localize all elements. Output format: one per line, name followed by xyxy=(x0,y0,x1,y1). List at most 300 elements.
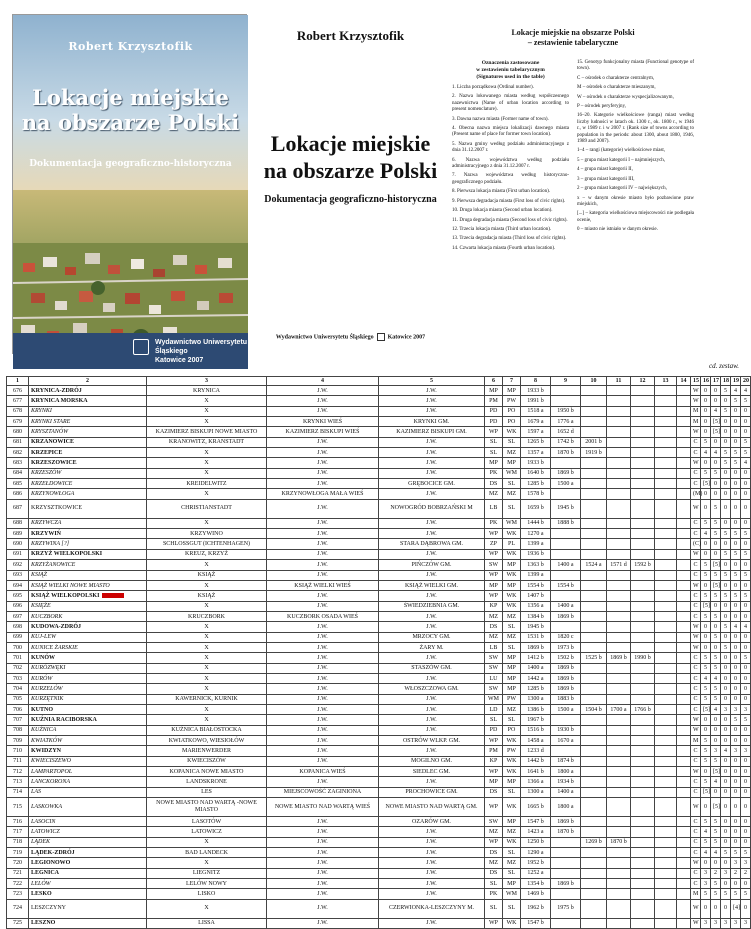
historical-region-text: SL xyxy=(507,789,515,796)
historical-region xyxy=(503,601,521,611)
present-name xyxy=(267,756,379,766)
degradation-3 xyxy=(655,899,677,918)
row-number xyxy=(7,653,29,663)
rank-1300 xyxy=(701,580,711,590)
location-3 xyxy=(631,736,655,746)
rank-1800-text: 5 xyxy=(714,572,717,579)
former-name-text: KREUZ, KRZYŻ xyxy=(185,551,228,558)
former-name-text: X xyxy=(204,398,209,405)
rank-2007-text: 0 xyxy=(744,685,747,692)
present-name-text: J.W. xyxy=(317,387,328,394)
rank-1946-text: 0 xyxy=(724,758,727,765)
legend-item: 5 – grupa miast kategorii I – najmniejszych, xyxy=(577,157,666,163)
location-1-text: 1300 a xyxy=(527,696,544,703)
rank-2007-text: 5 xyxy=(744,891,747,898)
degradation-1 xyxy=(551,560,581,570)
town-name-text: KWIDZYN xyxy=(31,748,62,755)
location-1 xyxy=(521,458,551,468)
rank-2007-text: 3 xyxy=(744,920,747,927)
historical-region xyxy=(503,611,521,621)
row-number-text: 723 xyxy=(13,891,22,898)
present-name xyxy=(267,684,379,694)
town-name xyxy=(29,468,147,478)
town-name-text: LASKOWKA xyxy=(31,803,63,810)
rank-1989 xyxy=(731,601,741,611)
rank-1300 xyxy=(701,622,711,632)
gmina-name xyxy=(379,777,485,787)
rank-2007 xyxy=(741,386,751,396)
rank-1300-text: 5 xyxy=(704,758,707,765)
historical-region xyxy=(503,539,521,549)
rank-1800 xyxy=(711,518,721,528)
voivodeship-text: MZ xyxy=(489,491,498,498)
location-1 xyxy=(521,406,551,416)
rank-1800-text: 5 xyxy=(714,758,717,765)
rank-1989 xyxy=(731,798,741,817)
rank-1800 xyxy=(711,899,721,918)
rank-1300 xyxy=(701,386,711,396)
present-name xyxy=(267,694,379,704)
genotype xyxy=(691,899,701,918)
historical-region-text: WK xyxy=(506,803,517,810)
location-2-text: 1524 a xyxy=(585,561,602,568)
row-number-text: 678 xyxy=(13,408,22,415)
location-3 xyxy=(631,529,655,539)
rank-1800 xyxy=(711,837,721,847)
rank-1300-text: 5 xyxy=(704,572,707,579)
location-1 xyxy=(521,746,551,756)
voivodeship xyxy=(485,580,503,590)
degradation-1 xyxy=(551,837,581,847)
degradation-2 xyxy=(607,746,631,756)
location-4 xyxy=(677,580,691,590)
genotype-text: W xyxy=(693,803,699,810)
voivodeship xyxy=(485,848,503,858)
location-4 xyxy=(677,684,691,694)
gmina-name-text: SIEDLEC GM. xyxy=(412,768,451,775)
location-4 xyxy=(677,736,691,746)
rank-1300 xyxy=(701,529,711,539)
degradation-1-text: 1670 a xyxy=(557,737,574,744)
table-row xyxy=(7,653,751,663)
present-name xyxy=(267,386,379,396)
present-name-text: J.W. xyxy=(317,644,328,651)
locations-table xyxy=(6,376,751,929)
location-1 xyxy=(521,868,551,878)
former-name-text: KWIATKOWO, WIESIOŁÓW xyxy=(168,737,245,744)
rank-1946-text: 0 xyxy=(724,905,727,912)
location-4 xyxy=(677,518,691,528)
genotype xyxy=(691,879,701,889)
degradation-3 xyxy=(655,632,677,642)
column-header: 3 xyxy=(147,377,267,386)
rank-2007 xyxy=(741,539,751,549)
gmina-name-text: J.W. xyxy=(426,449,437,456)
degradation-1 xyxy=(551,746,581,756)
rank-1800-text: 4 xyxy=(714,779,717,786)
location-4 xyxy=(677,560,691,570)
row-number xyxy=(7,560,29,570)
location-1 xyxy=(521,827,551,837)
rank-2007 xyxy=(741,560,751,570)
rank-1946-text: 0 xyxy=(724,829,727,836)
voivodeship xyxy=(485,827,503,837)
location-1 xyxy=(521,725,551,735)
location-2 xyxy=(581,746,607,756)
gmina-name-text: J.W. xyxy=(426,654,437,661)
row-number-text: 711 xyxy=(13,758,22,765)
legend-item: [...] – kategoria wielkościowa miejscowości nie podlegała ocenie, xyxy=(577,211,694,223)
location-1-text: 1679 a xyxy=(527,418,544,425)
rank-1300-text: 0 xyxy=(704,803,707,810)
rank-1300-text: 5 xyxy=(704,839,707,846)
voivodeship xyxy=(485,570,503,580)
genotype-text: C xyxy=(693,520,698,527)
rank-1989-text: 0 xyxy=(734,634,737,641)
gmina-name xyxy=(379,529,485,539)
degradation-1-text: 1652 d xyxy=(557,429,574,436)
rank-1800 xyxy=(711,715,721,725)
gmina-name xyxy=(379,879,485,889)
town-name-text: LAS xyxy=(31,789,42,796)
former-name xyxy=(147,601,267,611)
genotype xyxy=(691,817,701,827)
location-1-text: 1407 b xyxy=(527,592,544,599)
rank-1300-text: 5 xyxy=(704,613,707,620)
genotype xyxy=(691,580,701,590)
genotype xyxy=(691,549,701,559)
rank-1946-text: 0 xyxy=(724,737,727,744)
historical-region xyxy=(503,529,521,539)
rank-2007-text: 0 xyxy=(744,905,747,912)
former-name xyxy=(147,437,267,447)
cover-subtitle: Dokumentacja geograficzno-historyczna xyxy=(29,159,232,169)
location-1 xyxy=(521,396,551,406)
rank-1800 xyxy=(711,642,721,652)
former-name-text: KRYNICA xyxy=(192,387,220,394)
row-number xyxy=(7,611,29,621)
degradation-2 xyxy=(607,560,631,570)
present-name-text: J.W. xyxy=(317,505,328,512)
rank-1300-text: [5] xyxy=(703,789,710,796)
rank-2007 xyxy=(741,827,751,837)
table-row xyxy=(7,642,751,652)
rank-1946 xyxy=(721,570,731,580)
degradation-1 xyxy=(551,437,581,447)
voivodeship xyxy=(485,518,503,528)
rank-1989 xyxy=(731,787,741,797)
location-1-text: 1270 a xyxy=(527,530,544,537)
location-1-text: 1516 b xyxy=(527,727,544,734)
town-name xyxy=(29,499,147,518)
table-row xyxy=(7,848,751,858)
town-name-text: KWIATKÓW xyxy=(31,737,63,744)
location-2 xyxy=(581,611,607,621)
gmina-name xyxy=(379,417,485,427)
location-2 xyxy=(581,848,607,858)
degradation-1 xyxy=(551,663,581,673)
title-author: Robert Krzysztofik xyxy=(296,28,405,43)
former-name xyxy=(147,725,267,735)
rank-1800-text: 5 xyxy=(714,634,717,641)
rank-1800-text: 4 xyxy=(714,706,717,713)
present-name-text: KOPANICA WIEŚ xyxy=(299,768,346,775)
row-number xyxy=(7,684,29,694)
rank-2007-text: 0 xyxy=(744,789,747,796)
location-4 xyxy=(677,715,691,725)
legend-item: 6. Nazwa województwa według podziału administracyjnego z dnia 31.12.2007 r. xyxy=(452,157,569,170)
rank-1989 xyxy=(731,899,741,918)
voivodeship xyxy=(485,479,503,489)
rank-1946 xyxy=(721,479,731,489)
column-header: 18 xyxy=(721,377,731,386)
rank-1989-text: 5 xyxy=(734,716,737,723)
town-name-text: LĄDEK xyxy=(31,839,51,846)
location-1 xyxy=(521,642,551,652)
town-name xyxy=(29,704,147,714)
degradation-3 xyxy=(655,653,677,663)
degradation-2 xyxy=(607,756,631,766)
former-name xyxy=(147,642,267,652)
row-number-text: 682 xyxy=(13,449,22,456)
historical-region-text: MZ xyxy=(507,449,516,456)
voivodeship xyxy=(485,756,503,766)
rank-1300 xyxy=(701,879,711,889)
present-name-text: J.W. xyxy=(317,675,328,682)
rank-1946 xyxy=(721,673,731,683)
town-name-text: KUTNO xyxy=(31,706,54,713)
voivodeship-text: PK xyxy=(489,470,498,477)
rank-1800 xyxy=(711,406,721,416)
location-2-text: 1504 b xyxy=(585,706,602,713)
location-1-text: 1531 b xyxy=(527,634,544,641)
rank-1800-text: [5] xyxy=(713,429,720,436)
rank-1300 xyxy=(701,427,711,437)
rank-1989-text: 0 xyxy=(734,470,737,477)
historical-region xyxy=(503,499,521,518)
row-number-text: 708 xyxy=(13,727,22,734)
location-1-text: 1363 b xyxy=(527,561,544,568)
rank-1800 xyxy=(711,437,721,447)
town-name xyxy=(29,715,147,725)
location-1 xyxy=(521,580,551,590)
degradation-2 xyxy=(607,642,631,652)
rank-2007 xyxy=(741,437,751,447)
former-name xyxy=(147,448,267,458)
degradation-1-text: 1870 b xyxy=(557,829,574,836)
location-4 xyxy=(677,611,691,621)
degradation-1 xyxy=(551,549,581,559)
present-name-text: J.W. xyxy=(317,634,328,641)
location-3 xyxy=(631,777,655,787)
town-name-text: KRZYŻ WIELKOPOLSKI xyxy=(31,551,103,558)
degradation-3 xyxy=(655,756,677,766)
location-1-text: 1233 d xyxy=(527,748,544,755)
historical-region-text: SL xyxy=(507,870,515,877)
rank-2007 xyxy=(741,591,751,601)
table-row xyxy=(7,539,751,549)
former-name xyxy=(147,918,267,928)
historical-region xyxy=(503,899,521,918)
rank-1989 xyxy=(731,694,741,704)
genotype-text: C xyxy=(693,470,698,477)
location-2 xyxy=(581,479,607,489)
row-number-text: 686 xyxy=(13,491,22,498)
rank-1800 xyxy=(711,868,721,878)
former-name-text: LASOTÓW xyxy=(191,818,222,825)
rank-1989-text: 0 xyxy=(734,418,737,425)
town-name xyxy=(29,427,147,437)
historical-region xyxy=(503,386,521,396)
voivodeship-text: DS xyxy=(489,789,498,796)
degradation-2 xyxy=(607,777,631,787)
former-name-text: X xyxy=(204,561,209,568)
rank-1300 xyxy=(701,499,711,518)
location-1 xyxy=(521,479,551,489)
location-1-text: 1357 a xyxy=(527,449,544,456)
degradation-3 xyxy=(655,848,677,858)
degradation-3 xyxy=(655,684,677,694)
rank-2007 xyxy=(741,406,751,416)
rank-1800-text: [5] xyxy=(713,768,720,775)
row-number-text: 690 xyxy=(13,541,22,548)
present-name xyxy=(267,848,379,858)
rank-1989 xyxy=(731,858,741,868)
historical-region-text: WM xyxy=(506,891,517,898)
degradation-2 xyxy=(607,694,631,704)
former-name-text: NOWE MIASTO NAD WARTĄ -NOWE MIASTO xyxy=(156,800,257,814)
rank-2007 xyxy=(741,694,751,704)
gmina-name xyxy=(379,725,485,735)
present-name-text: J.W. xyxy=(317,603,328,610)
location-4 xyxy=(677,817,691,827)
former-name xyxy=(147,386,267,396)
voivodeship-text: LB xyxy=(489,505,498,512)
rank-2007 xyxy=(741,673,751,683)
rank-1989-text: 4 xyxy=(734,623,737,630)
rank-1946-text: 5 xyxy=(724,891,727,898)
former-name xyxy=(147,622,267,632)
title-heading-line2: na obszarze Polski xyxy=(263,158,438,183)
historical-region-text: SL xyxy=(507,480,515,487)
gmina-name-text: J.W. xyxy=(426,779,437,786)
voivodeship xyxy=(485,715,503,725)
rank-1946-text: 4 xyxy=(724,748,727,755)
location-2 xyxy=(581,787,607,797)
degradation-2 xyxy=(607,827,631,837)
degradation-1 xyxy=(551,479,581,489)
voivodeship xyxy=(485,879,503,889)
degradation-1 xyxy=(551,632,581,642)
voivodeship xyxy=(485,549,503,559)
location-3 xyxy=(631,767,655,777)
genotype xyxy=(691,479,701,489)
gmina-name-text: PIŃCZÓW GM. xyxy=(411,561,452,568)
town-name-text: KUCZBORK xyxy=(31,613,63,620)
rank-1300-text: 0 xyxy=(704,716,707,723)
gmina-name-text: J.W. xyxy=(426,530,437,537)
present-name-text: J.W. xyxy=(317,779,328,786)
present-name xyxy=(267,396,379,406)
historical-region xyxy=(503,448,521,458)
town-name xyxy=(29,858,147,868)
rank-1300-text: 0 xyxy=(704,727,707,734)
rank-1800-text: 0 xyxy=(714,905,717,912)
gmina-name xyxy=(379,406,485,416)
location-3 xyxy=(631,817,655,827)
present-name xyxy=(267,899,379,918)
degradation-1 xyxy=(551,622,581,632)
row-number xyxy=(7,549,29,559)
rank-1989 xyxy=(731,918,741,928)
gmina-name xyxy=(379,889,485,899)
location-2-text: 1269 b xyxy=(585,839,602,846)
present-name-text: J.W. xyxy=(317,849,328,856)
rank-1946-text: 5 xyxy=(724,849,727,856)
rank-1800 xyxy=(711,539,721,549)
location-1 xyxy=(521,899,551,918)
rank-1989 xyxy=(731,529,741,539)
location-1-text: 1962 b xyxy=(527,905,544,912)
degradation-2 xyxy=(607,899,631,918)
rank-1946-text: 5 xyxy=(724,623,727,630)
former-name-text: KREIDELWITZ xyxy=(186,480,227,487)
former-name-text: X xyxy=(204,449,209,456)
genotype-text: C xyxy=(693,613,698,620)
row-number xyxy=(7,468,29,478)
rank-1946 xyxy=(721,817,731,827)
rank-1989-text: 0 xyxy=(734,429,737,436)
historical-region xyxy=(503,406,521,416)
gmina-name-text: KSIĄŻ WIELKI GM. xyxy=(404,582,459,589)
present-name-text: J.W. xyxy=(317,829,328,836)
gmina-name xyxy=(379,437,485,447)
location-3 xyxy=(631,406,655,416)
former-name-text: LATOWICZ xyxy=(191,829,222,836)
present-name-text: J.W. xyxy=(317,439,328,446)
rank-2007-text: 0 xyxy=(744,758,747,765)
degradation-2 xyxy=(607,622,631,632)
location-1-text: 1265 b xyxy=(527,439,544,446)
location-1-text: 1518 a xyxy=(527,408,544,415)
voivodeship-text: WP xyxy=(489,920,498,927)
location-2 xyxy=(581,684,607,694)
voivodeship-text: WP xyxy=(489,592,498,599)
present-name-text: J.W. xyxy=(317,748,328,755)
rank-2007-text: 0 xyxy=(744,768,747,775)
location-4 xyxy=(677,827,691,837)
location-3 xyxy=(631,386,655,396)
town-name xyxy=(29,549,147,559)
former-name-text: X xyxy=(204,520,209,527)
voivodeship-text: WP xyxy=(489,803,498,810)
gmina-name-text: J.W. xyxy=(426,696,437,703)
present-name xyxy=(267,827,379,837)
present-name xyxy=(267,489,379,499)
voivodeship-text: SL xyxy=(489,880,497,887)
column-header: 7 xyxy=(503,377,521,386)
historical-region-text: WK xyxy=(506,768,517,775)
present-name-text: J.W. xyxy=(317,470,328,477)
degradation-2 xyxy=(607,489,631,499)
genotype xyxy=(691,632,701,642)
present-name xyxy=(267,437,379,447)
rank-1800 xyxy=(711,570,721,580)
row-number-text: 681 xyxy=(13,439,22,446)
row-number xyxy=(7,798,29,817)
table-row xyxy=(7,417,751,427)
town-name-text: LESZCZYNY xyxy=(31,905,66,912)
